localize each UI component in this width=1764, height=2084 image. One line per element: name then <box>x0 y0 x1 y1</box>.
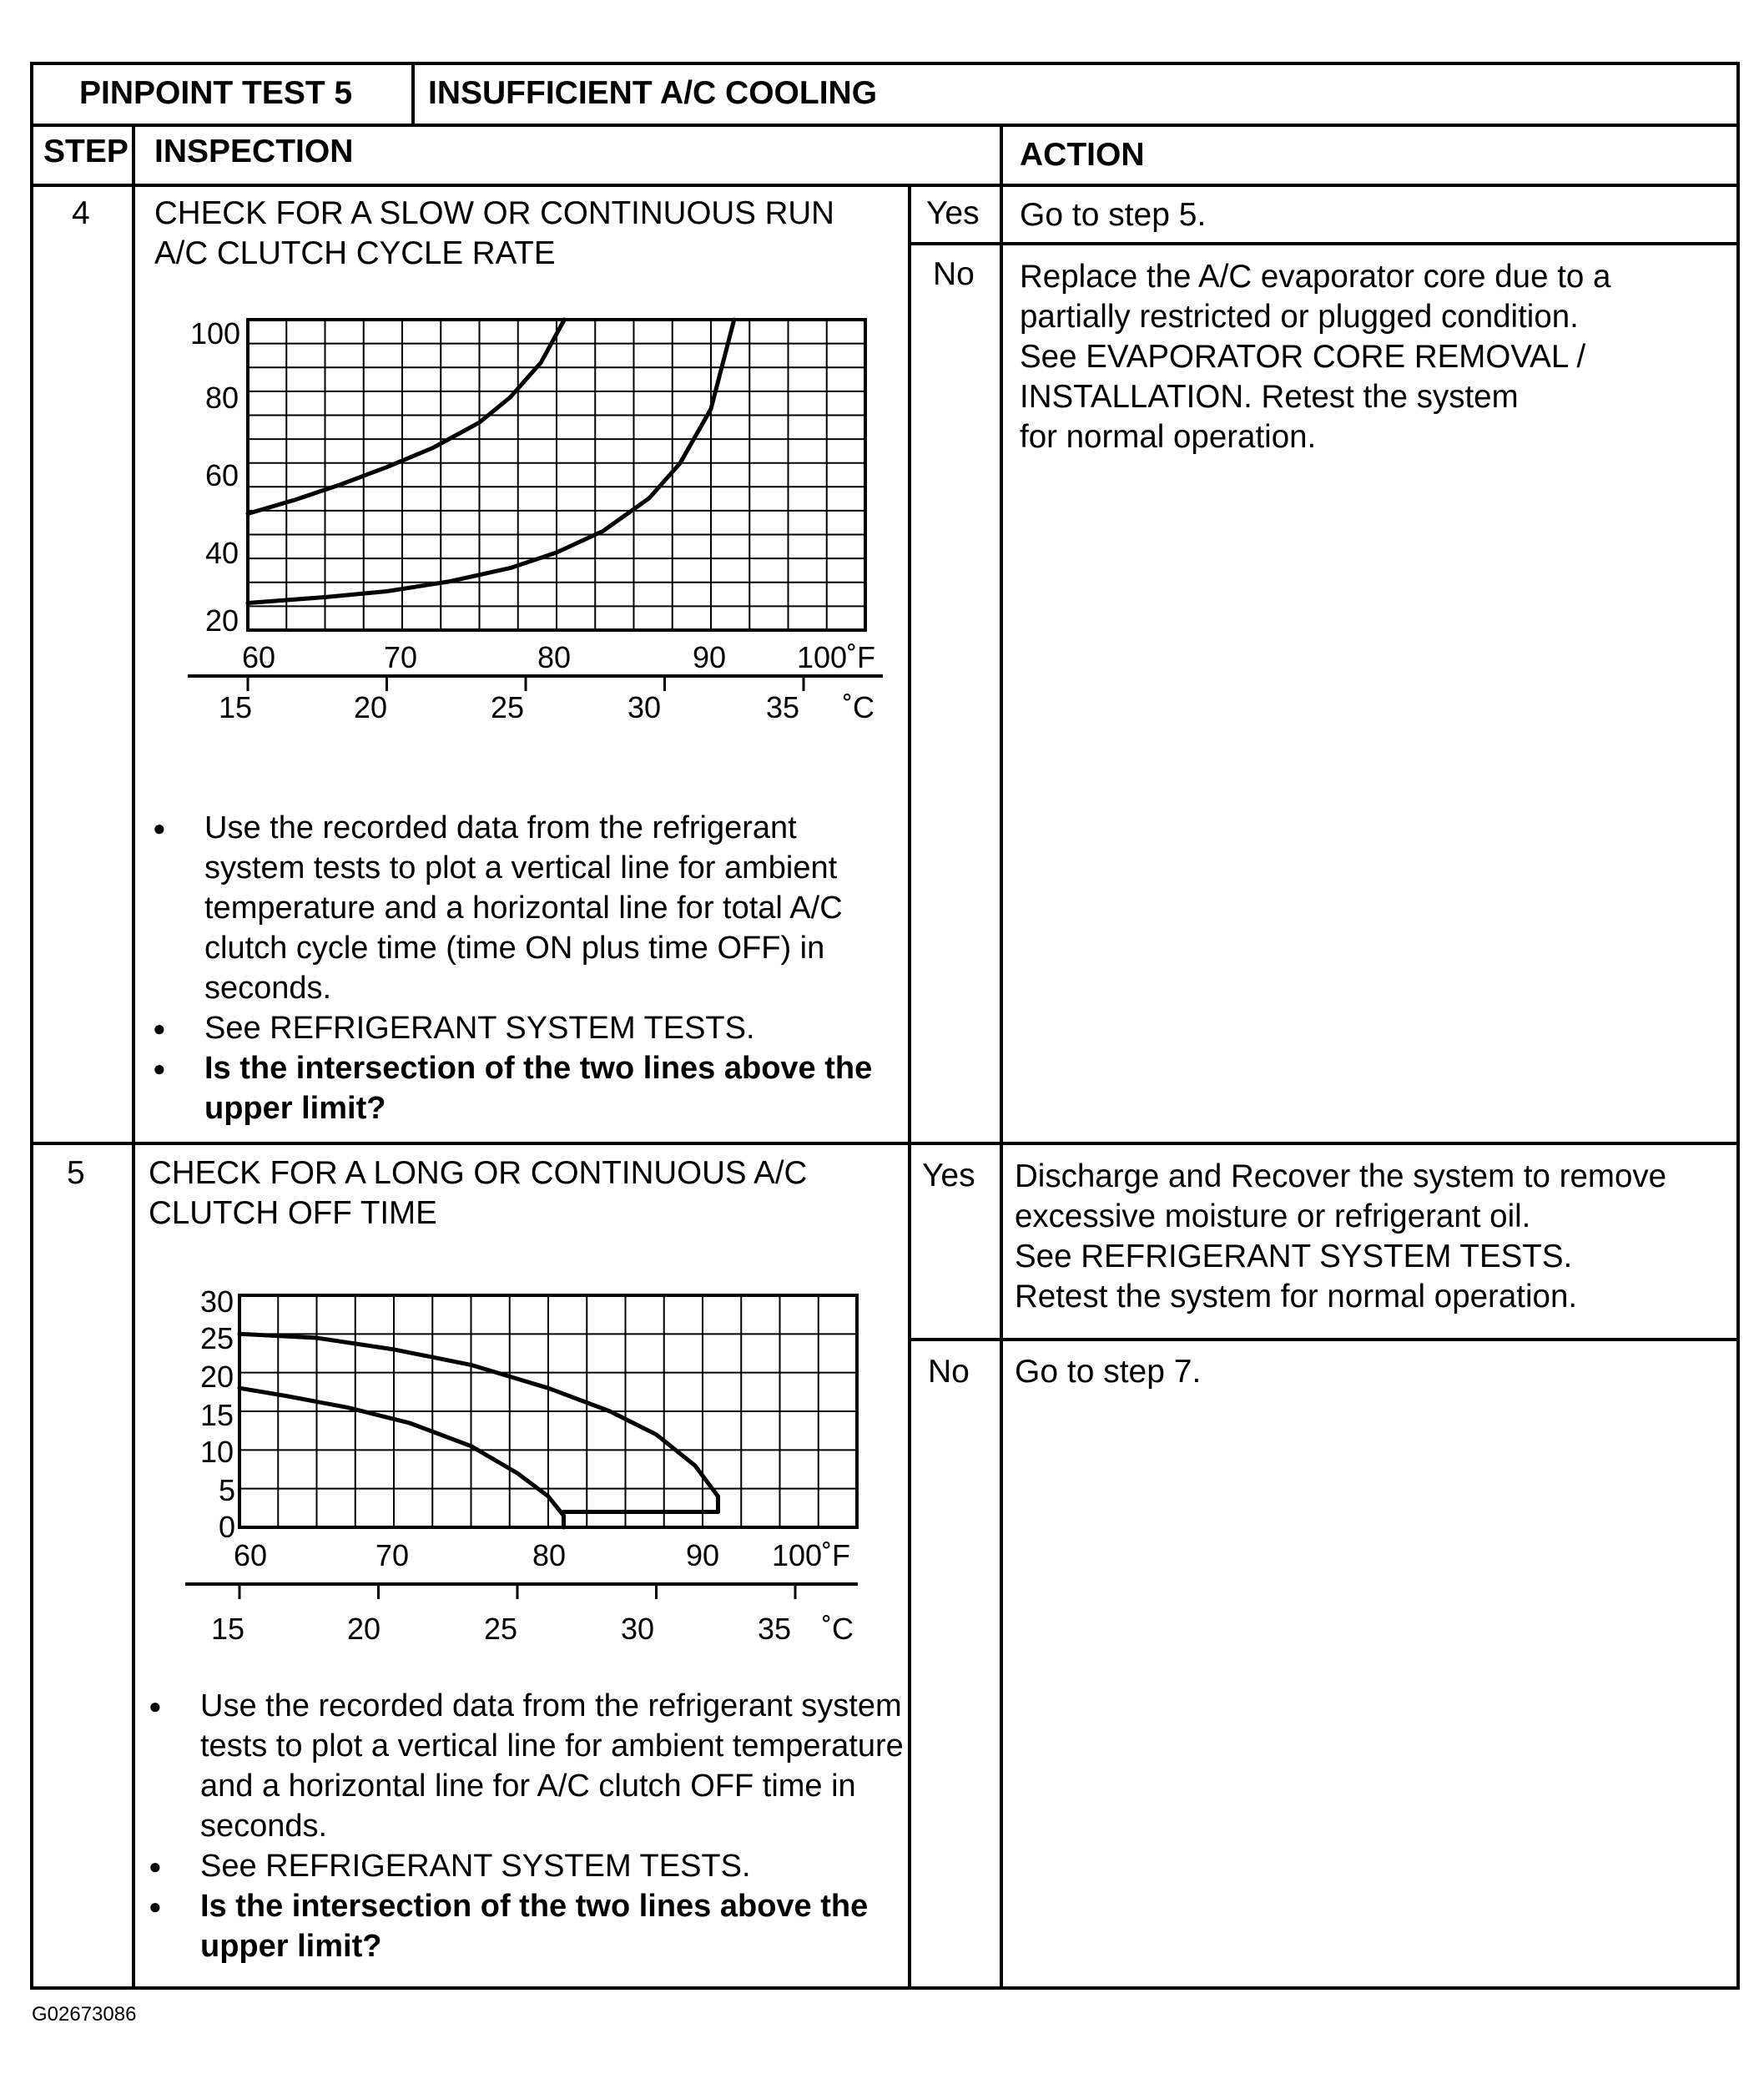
action-line: Discharge and Recover the system to remove <box>1015 1158 1667 1194</box>
action-line: See EVAPORATOR CORE REMOVAL / <box>1020 339 1586 375</box>
x-tick-label-celsius: 20 <box>347 1612 381 1646</box>
x-tick-label-celsius: 25 <box>491 690 525 724</box>
test-title: INSUFFICIENT A/C COOLING <box>428 75 878 111</box>
yes-label: Yes <box>926 195 980 231</box>
instruction-item: ● Use the recorded data from the refrigerant system tests to plot a vertical line for ambient temperature and a horizontal line for A/C clutch OFF time in seconds. <box>142 1686 905 1846</box>
chart-series <box>239 1334 718 1527</box>
column-header-step: STEP <box>43 134 129 169</box>
y-tick-label: 40 <box>205 536 239 570</box>
x-tick-label-celsius: 20 <box>354 690 388 724</box>
y-tick-label: 100 <box>190 316 241 351</box>
instruction-item: ● See REFRIGERANT SYSTEM TESTS. <box>146 1008 905 1048</box>
step-number: 4 <box>72 195 90 231</box>
y-tick-label: 20 <box>200 1360 234 1394</box>
y-tick-label: 5 <box>219 1473 236 1507</box>
x-tick-label-celsius: 30 <box>621 1612 655 1646</box>
x-tick-label-celsius: 30 <box>627 690 662 724</box>
x-tick-label-fahrenheit: 90 <box>693 640 727 674</box>
no-action: Go to step 7. <box>1015 1354 1202 1390</box>
instruction-item: ● See REFRIGERANT SYSTEM TESTS. <box>142 1846 905 1886</box>
x-tick-label-fahrenheit: 80 <box>537 640 572 674</box>
x-tick-label-celsius: 15 <box>219 690 253 724</box>
x-tick-label-fahrenheit: 100˚F <box>797 640 876 674</box>
series-line-1 <box>239 1388 564 1527</box>
action-line: Retest the system for normal operation. <box>1015 1279 1578 1314</box>
x-tick-label-celsius: 35 <box>766 690 800 724</box>
step-title-line: CHECK FOR A LONG OR CONTINUOUS A/C <box>149 1155 808 1191</box>
y-tick-label: 25 <box>200 1321 234 1355</box>
instruction-item: ● Use the recorded data from the refrigerant system tests to plot a vertical line for ambient temperature and a horizontal line for total A/C clutch cycle time (time ON plus time OFF) in seconds. <box>146 808 905 1008</box>
action-line: for normal operation. <box>1020 419 1317 455</box>
yes-action <box>1015 1157 1732 1317</box>
x-tick-label-celsius: ˚C <box>843 690 874 724</box>
yes-action: Go to step 5. <box>1020 197 1207 233</box>
y-tick-label: 80 <box>205 381 239 415</box>
column-header-action: ACTION <box>1020 137 1145 173</box>
y-tick-label: 60 <box>205 458 239 492</box>
x-tick-label-celsius: 15 <box>211 1612 245 1646</box>
y-tick-label: 30 <box>200 1284 234 1319</box>
step-number: 5 <box>67 1155 85 1191</box>
x-tick-label-celsius: ˚C <box>822 1612 854 1646</box>
action-line: Replace the A/C evaporator core due to a <box>1020 259 1611 295</box>
column-header-inspection: INSPECTION <box>154 134 354 169</box>
y-tick-label: 10 <box>200 1435 234 1469</box>
figure-code: G02673086 <box>32 2003 137 2026</box>
y-tick-label: 15 <box>200 1398 234 1432</box>
x-tick-label-fahrenheit: 60 <box>242 640 276 674</box>
x-tick-label-celsius: 25 <box>484 1612 518 1646</box>
x-tick-label-fahrenheit: 80 <box>532 1538 567 1572</box>
step-question: ● Is the intersection of the two lines above the upper limit? <box>142 1886 905 1966</box>
action-line: INSTALLATION. Retest the system <box>1020 379 1519 415</box>
yes-label: Yes <box>922 1158 975 1193</box>
chart-grid <box>239 1295 857 1527</box>
step-instructions <box>142 1686 905 1966</box>
x-tick-label-fahrenheit: 90 <box>686 1538 720 1572</box>
step-title-line: CHECK FOR A SLOW OR CONTINUOUS RUN <box>154 195 834 231</box>
step-title-line: A/C CLUTCH CYCLE RATE <box>154 235 556 271</box>
no-label: No <box>933 256 975 292</box>
x-tick-label-fahrenheit: 100˚F <box>772 1538 851 1572</box>
x-tick-label-fahrenheit: 70 <box>384 640 418 674</box>
celsius-tick-marks <box>239 1584 795 1599</box>
no-label: No <box>928 1354 970 1390</box>
action-line: See REFRIGERANT SYSTEM TESTS. <box>1015 1239 1573 1274</box>
step-title-line: CLUTCH OFF TIME <box>149 1195 437 1231</box>
action-line: partially restricted or plugged condition. <box>1020 299 1579 335</box>
test-id: PINPOINT TEST 5 <box>79 75 353 111</box>
y-tick-label: 0 <box>219 1510 236 1544</box>
series-line-3 <box>239 1334 718 1511</box>
y-tick-label: 20 <box>205 603 239 638</box>
x-tick-label-fahrenheit: 70 <box>375 1538 410 1572</box>
x-tick-label-fahrenheit: 60 <box>234 1538 268 1572</box>
action-line: excessive moisture or refrigerant oil. <box>1015 1198 1531 1234</box>
step-question: ● Is the intersection of the two lines above the upper limit? <box>146 1048 905 1128</box>
x-tick-label-celsius: 35 <box>758 1612 792 1646</box>
